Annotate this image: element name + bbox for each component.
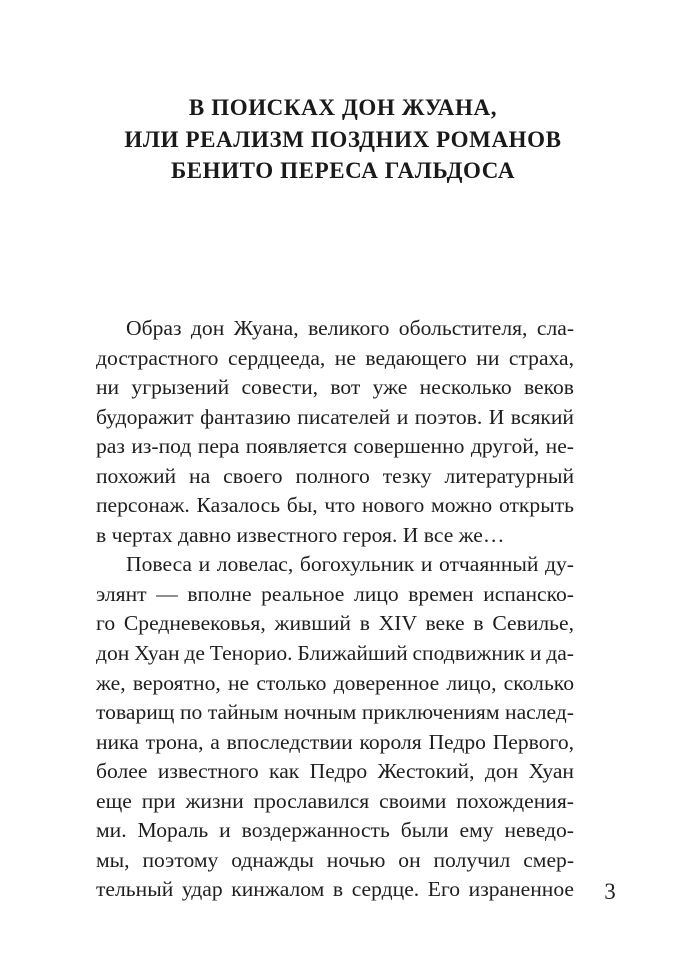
text-line: Образ дон Жуана, великого обольстителя, сла-	[126, 316, 575, 340]
text-line: тельный удар кинжалом в сердце. Его израненное	[96, 877, 574, 902]
chapter-title-line: БЕНИТО ПЕРЕСА ГАЛЬДОСА	[170, 158, 516, 183]
text-line: элянт — вполне реальное лицо времен испанско-	[96, 581, 574, 606]
chapter-title-line: ИЛИ РЕАЛИЗМ ПОЗДНИХ РОМАНОВ	[124, 126, 562, 152]
text-line: персонаж. Казалось бы, что нового можно открыть	[96, 493, 574, 518]
text-line: Повеса и ловелас, богохульник и отчаянный ду-	[126, 552, 574, 577]
text-line: ника трона, а впоследствии короля Педро Первого,	[96, 729, 575, 754]
paragraph-1	[96, 314, 574, 550]
chapter-title	[100, 92, 586, 187]
body-text	[96, 314, 574, 905]
text-line: более известного как Педро Жестокий, дон Хуан	[96, 759, 574, 784]
text-line: в чертах давно известного героя. И все же…	[96, 522, 505, 547]
text-line: мы, поэтому однажды ночью он получил смер-	[96, 847, 575, 872]
text-line: дон Хуан де Тенорио. Ближайший сподвижник и да-	[96, 641, 574, 666]
text-line: го Средневековья, живший в XIV веке в Севилье,	[96, 611, 575, 636]
text-line: еще при жизни прославился своими похождения-	[96, 788, 574, 813]
paragraph-2	[96, 550, 574, 905]
text-line: ни угрызений совести, вот уже несколько веков	[96, 375, 575, 400]
text-line: раз из-под пера появляется совершенно другой, не-	[96, 434, 575, 459]
text-line: похожий на своего полного тезку литературный	[96, 463, 575, 488]
text-line: товарищ по тайным ночным приключениям наслед-	[96, 700, 574, 725]
chapter-title-line: В ПОИСКАХ ДОН ЖУАНА,	[188, 95, 498, 120]
text-line: будоражит фантазию писателей и поэтов. И всякий	[96, 404, 574, 429]
text-line: же, вероятно, не столько доверенное лицо, сколько	[96, 670, 574, 695]
text-line: дострастного сердцееда, не ведающего ни страха,	[96, 345, 575, 370]
text-line: ми. Мораль и воздержанность были ему неведо-	[96, 818, 574, 843]
page-number: 3	[604, 879, 616, 904]
